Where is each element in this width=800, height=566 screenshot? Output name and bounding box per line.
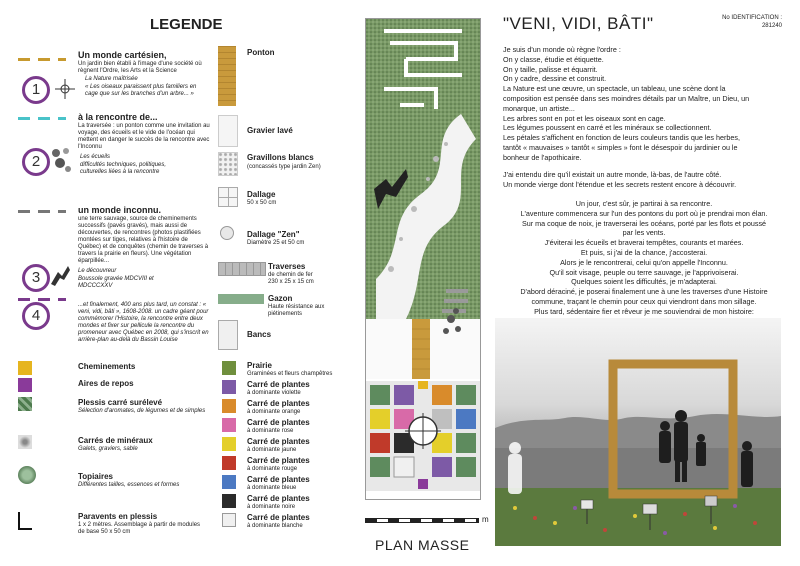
plant-label-meadow: Prairie [247, 361, 272, 370]
material-sub-lawn: Haute résistance aux piétinements [268, 304, 325, 317]
rest-area-label: Aires de repos [78, 379, 134, 388]
compass-icon [54, 78, 76, 105]
plant-sub-yellow: à dominante jaune [247, 447, 297, 453]
plant-swatch-meadow [222, 361, 236, 375]
material-label-gravel: Gravier lavé [247, 126, 293, 135]
plant-swatch-orange [222, 399, 236, 413]
identification-label: No IDENTIFICATION : [722, 15, 782, 21]
section-number-1: 1 [22, 76, 50, 104]
material-swatch-benches [218, 320, 238, 350]
topiary-sub: Différentes tailles, essences et formes [78, 482, 180, 488]
dash-line-4 [18, 298, 66, 301]
material-label-zen-paving: Dallage "Zen" [247, 230, 300, 239]
plant-sub-black: à dominante noire [247, 504, 296, 510]
plant-label-black: Carré de plantes [247, 494, 310, 503]
story-line: Alors je le rencontrerai, celui qu'on appelle l'Inconnu. [560, 257, 728, 267]
story-line: J'éviterai les écueils et braverai tempêtes, courants et marées. [544, 238, 744, 248]
mineral-squares-sub: Galets, graviers, sable [78, 446, 138, 452]
story-line: Sur ma coque de noix, je traverserai les océans, porté par les flots et poussé [521, 218, 767, 228]
story-line: Quelques soient les difficultés, je m'adapterai. [571, 277, 717, 287]
scale-unit: m [482, 515, 489, 524]
section-2-note-title: Les écueils [80, 154, 111, 160]
site-plan [365, 18, 481, 500]
raised-wattle-label: Plessis carré surélevé [78, 398, 163, 407]
section-1-title: Un monde cartésien, [78, 50, 167, 60]
raised-wattle-swatch [18, 397, 32, 411]
section-3-note: Boussole gravée MDCVIII et MDCCCXXV [78, 276, 154, 289]
plan-title: PLAN MASSE [375, 537, 470, 553]
material-swatch-sleepers [218, 262, 266, 276]
plant-label-yellow: Carré de plantes [247, 437, 310, 446]
story-line: L'aventure commencera sur l'un des pontons du port où je prendrai mon élan. [520, 208, 768, 218]
story-line: On y cadre, dessine et construit. [503, 74, 607, 84]
plant-sub-blue: à dominante bleue [247, 485, 297, 491]
identification-value: 281240 [761, 23, 782, 29]
section-2-title: à la rencontre de... [78, 112, 158, 122]
section-number-4: 4 [22, 302, 50, 330]
story-line: Et puis, si j'ai de la chance, j'accosterai. [580, 247, 708, 257]
screen-label: Paravents en plessis [78, 512, 158, 521]
story-line: composition est pensée dans ses moindres détails par un Maître, un Dieu, un [503, 93, 750, 103]
dash-line-1 [18, 58, 66, 61]
plant-label-violet: Carré de plantes [247, 380, 310, 389]
plant-label-white: Carré de plantes [247, 513, 310, 522]
screen-sub: 1 x 2 mètres. Assemblage à partir de modules de base 50 x 50 cm [78, 522, 201, 535]
material-swatch-gravel [218, 115, 238, 147]
section-1-desc: Un jardin bien établi à l'image d'une société où règnent l'Ordre, les Arts et la Science [78, 61, 202, 74]
topiary-swatch [18, 466, 36, 484]
story-line: On y taille, palisse et équarrit. [503, 64, 598, 74]
raised-wattle-sub: Sélection d'aromates, de légumes et de simples [78, 408, 206, 414]
story-line: Je suis d'un monde où règne l'ordre : [503, 45, 621, 54]
path-label: Cheminements [78, 362, 136, 371]
story-line: Les légumes poussent en carré et les minéraux se collectionnent. [503, 123, 712, 133]
material-label-paving: Dallage [247, 190, 276, 199]
plant-sub-violet: à dominante violette [247, 390, 301, 396]
legend-title: LEGENDE [150, 16, 223, 33]
section-number-2: 2 [22, 148, 50, 176]
plant-sub-white: à dominante blanche [247, 523, 303, 529]
story-line: Les pétales s'affichent en fonction de leurs couleurs tandis que les herbes, [503, 133, 740, 143]
section-1-note-title: La Nature maîtrisée [85, 76, 138, 82]
story-line: Les arbres sont en pot et les oiseaux sont en cage. [503, 113, 666, 123]
reef-icon [50, 145, 74, 180]
story-line: commune, traçant le chemin pour ceux qui viendront dans mon sillage. [531, 296, 757, 306]
section-3-title: un monde inconnu. [78, 205, 161, 215]
explorer-figure-icon [48, 262, 74, 293]
section-1-note: « Les oiseaux paraissent plus familiers en cage que sur les branches d'un arbre... » [85, 84, 197, 97]
story-line: tantôt « mauvaises » tantôt « simples » font le désespoir du jardinier ou le [503, 142, 738, 152]
story-line: Plus tard, sédentaire fier et rêveur je me souviendrai de mon histoire: [534, 306, 754, 316]
material-sub-sleepers: de chemin de fer 230 x 25 x 15 cm [268, 272, 314, 285]
section-number-3: 3 [22, 264, 50, 292]
story-line: Un jour, c'est sûr, je partirai à sa rencontre. [575, 199, 713, 208]
plant-sub-red: à dominante rouge [247, 466, 298, 472]
story-para-3 [500, 199, 788, 326]
material-sub-paving: 50 x 50 cm [247, 200, 277, 206]
plant-swatch-white [222, 513, 236, 527]
plant-label-red: Carré de plantes [247, 456, 310, 465]
story-line: par les vents. [622, 228, 666, 238]
plant-swatch-pink [222, 418, 236, 432]
plant-swatch-black [222, 494, 236, 508]
story-line: monarque, un artiste... [503, 103, 575, 113]
material-label-ponton: Ponton [247, 48, 275, 57]
story-para-1 [503, 45, 785, 163]
section-2-desc: La traversée : un ponton comme une invitation au voyage, des écueils et le vide de l'océan qui mettent en danger le succès de la rencontre avec l'Inconnu [78, 123, 210, 150]
story-line: On y classe, étudie et étiquette. [503, 54, 604, 64]
story-line: bonheur de l'apothicaire. [503, 152, 582, 162]
plant-label-orange: Carré de plantes [247, 399, 310, 408]
material-swatch-zen-paving [220, 226, 234, 240]
plant-label-blue: Carré de plantes [247, 475, 310, 484]
story-line: D'abord déraciné, je poserai finalement une à une les traverses d'une Histoire [520, 287, 768, 297]
plant-sub-pink: à dominante rose [247, 428, 294, 434]
section-3-note-title: Le découvreur [78, 268, 117, 274]
mineral-squares-label: Carrés de minéraux [78, 436, 153, 445]
path-swatch [18, 361, 32, 375]
plant-swatch-red [222, 456, 236, 470]
material-sub-zen-paving: Diamètre 25 et 50 cm [247, 240, 305, 246]
dash-line-3 [18, 210, 66, 213]
story-line: Qu'il soit visage, peuple ou terre sauvage, je l'apprivoiserai. [549, 267, 739, 277]
plant-label-pink: Carré de plantes [247, 418, 310, 427]
section-4-desc: ...et finalement, 400 ans plus tard, un constat : « veni, vidi, bâti », 1608-2008. un cadre géant pour commémorer l'Histoire, la rencontre entre deux mondes et fixer sur pellicule la rencontre du promeneur avec Québec en 2008, qui s'inscrit en arrière-plan au-delà du Bassin Louise [78, 302, 209, 343]
material-label-white-gravel: Gravillons blancs [247, 153, 314, 162]
material-swatch-paving [218, 187, 238, 207]
plant-sub-meadow: Graminées et fleurs champêtres [247, 371, 333, 377]
plant-swatch-violet [222, 380, 236, 394]
screen-swatch-horizontal [18, 528, 32, 530]
material-swatch-lawn [218, 294, 264, 304]
material-label-sleepers: Traverses [268, 262, 306, 271]
plant-sub-orange: à dominante orange [247, 409, 301, 415]
story-heading: "VENI, VIDI, BÂTI" [503, 14, 654, 33]
mineral-squares-swatch [18, 435, 32, 449]
story-para-2 [503, 170, 785, 190]
story-line: Un monde vierge dont l'étendue et les secrets restent encore à découvrir. [503, 179, 737, 189]
section-3-desc: une terre sauvage, source de cheminements successifs (pavés gravés), mais aussi de découvertes, de rencontres (photos plastifiées montées sur tiges, relatives à l'histoire de Québec) et de conquêtes (chemin de traverses à travers la prairie en fleurs). Une végétation éparpillée... [78, 216, 209, 264]
frame-photo [495, 318, 781, 546]
plant-swatch-yellow [222, 437, 236, 451]
material-swatch-white-gravel [218, 152, 238, 176]
scale-bar [365, 518, 479, 523]
material-label-lawn: Gazon [268, 294, 293, 303]
story-line: J'ai entendu dire qu'il existait un autre monde, là-bas, de l'autre côté. [503, 170, 722, 179]
story-line: La Nature est une œuvre, un spectacle, un tableau, une scène dont la [503, 84, 726, 94]
rest-area-swatch [18, 378, 32, 392]
material-swatch-ponton [218, 46, 236, 106]
section-2-note: difficultés techniques, politiques, culturelles liées à la rencontre [80, 162, 167, 175]
material-sub-white-gravel: (concassés type jardin Zen) [247, 164, 321, 170]
topiary-label: Topiaires [78, 472, 113, 481]
plant-swatch-blue [222, 475, 236, 489]
dash-line-2 [18, 117, 66, 120]
material-label-benches: Bancs [247, 330, 272, 339]
